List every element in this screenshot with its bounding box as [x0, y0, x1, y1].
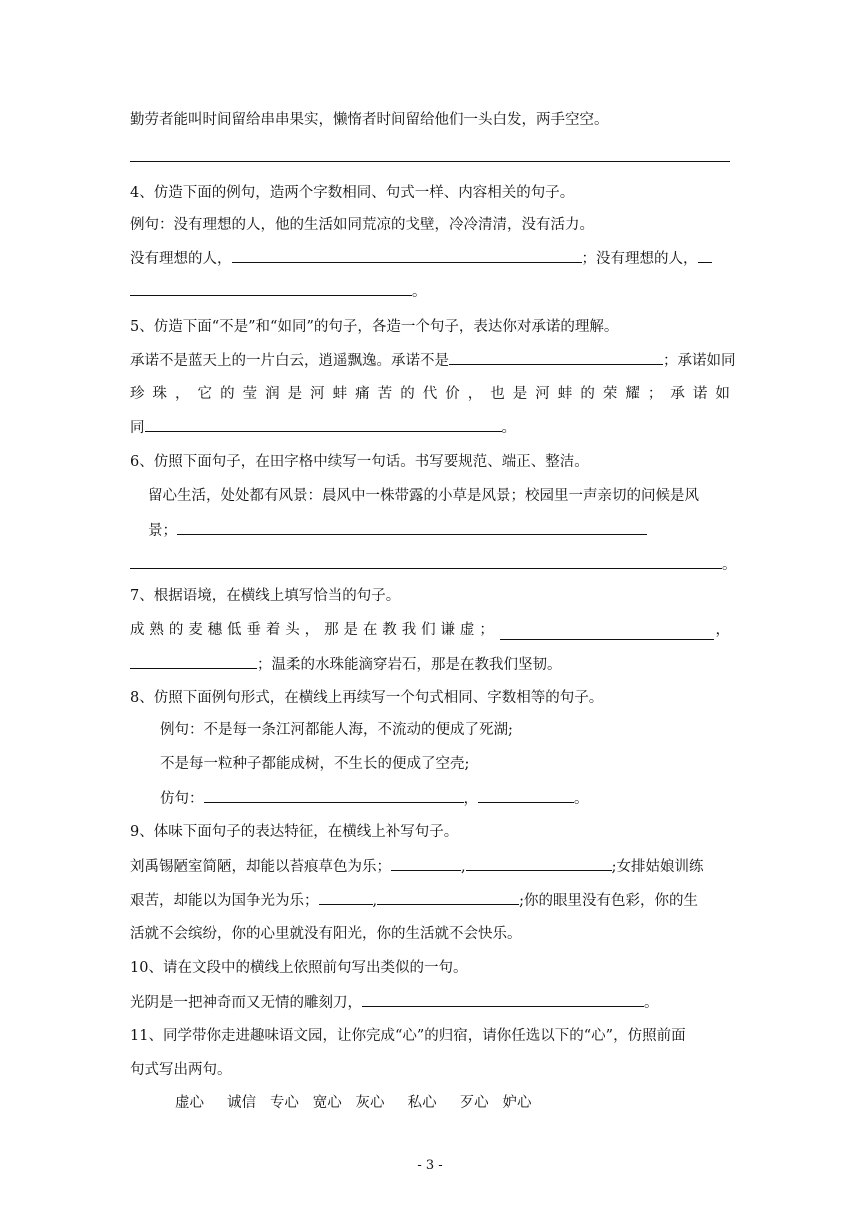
q5-text-b: ；承诺如同 [663, 353, 736, 369]
q5-line2-char: 价 [445, 386, 460, 402]
q7-line1-char: ， [304, 622, 320, 638]
q9-text-c: 艰苦，却能以为国争光为乐； [130, 893, 319, 909]
q7-line1-char: 穗 [207, 622, 223, 638]
q5-text-c: 同 [130, 420, 145, 436]
q8-example-2: 不是每一粒种子都能成树，不生长的便成了空壳; [160, 756, 470, 772]
q7-line1-char: 谦 [440, 622, 455, 638]
q7-line1-char: 我 [401, 622, 417, 638]
q11-word-list: 虚心 诚信 专心 宽心 灰心 私心 歹心 妒心 [175, 1095, 532, 1111]
q10-line [130, 992, 659, 1013]
q4-title: 4、仿造下面的例句，造两个字数相同、句式一样、内容相关的句子。 [130, 185, 575, 201]
q5-line-3 [130, 417, 516, 438]
q9-title: 9、体味下面句子的表达特征，在横线上补写句子。 [130, 824, 459, 840]
q5-blank-1[interactable] [449, 350, 663, 365]
q7-title: 7、根据语境，在横线上填写恰当的句子。 [130, 588, 401, 604]
q9-sep-1: , [461, 859, 466, 875]
q6-blank-2[interactable] [130, 554, 722, 569]
q9-text-a: 刘禹锡陋室简陋，却能以苔痕草色为乐； [130, 859, 391, 875]
q7-comma: ， [715, 622, 730, 638]
q5-line2-char: 如 [715, 386, 730, 402]
q9-blank-3[interactable] [319, 890, 373, 905]
q5-line2-char: ， [467, 386, 483, 402]
q10-end: 。 [644, 995, 659, 1011]
q8-blank-2[interactable] [478, 788, 574, 803]
q5-line2-char: 诺 [692, 386, 708, 402]
q10-text: 光阴是一把神奇而又无情的雕刻刀， [130, 995, 362, 1011]
q7-line1-char: 是 [343, 622, 358, 638]
q7-text-2: ；温柔的水珠能滴穿岩石，那是在教我们坚韧。 [257, 657, 562, 673]
q5-title: 5、仿造下面“不是”和“如同”的句子，各造一个句子，表达你对承诺的理解。 [130, 319, 619, 335]
q5-line2-char: 的 [220, 386, 235, 402]
q7-line1-char: 熟 [149, 622, 164, 638]
q9-blank-2[interactable] [466, 856, 612, 871]
q5-line2-char: 荣 [602, 386, 618, 402]
q5-line2-char: 苦 [377, 386, 393, 402]
answer-rule [130, 161, 730, 162]
q7-line1-char: 麦 [188, 622, 203, 638]
q10-title: 10、请在文段中的横线上依照前句写出类似的一句。 [130, 960, 468, 976]
q5-line2-char: 也 [490, 386, 505, 402]
q8-end: 。 [574, 791, 589, 807]
q5-line2-char: 珠 [152, 386, 168, 402]
q6-end: 。 [722, 557, 737, 573]
q4-answer-line-2 [130, 281, 427, 302]
q5-line2-char: 承 [670, 386, 685, 402]
q5-line2-char: 是 [287, 386, 303, 402]
q4-blank-1[interactable] [232, 248, 582, 263]
q7-blank-2[interactable] [130, 654, 257, 669]
q7-line1-char: 那 [324, 622, 339, 638]
q4-end: 。 [412, 284, 427, 300]
q10-blank[interactable] [362, 992, 644, 1007]
q5-line-1 [130, 350, 736, 371]
q9-sep-2: , [372, 893, 378, 909]
q4-example: 例句：没有理想的人，他的生活如同荒凉的戈壁，冷冷清清，没有活力。 [130, 217, 594, 233]
q5-line2-char: 耀 [625, 386, 640, 402]
q7-text [130, 620, 494, 640]
q7-line1-char: 们 [421, 622, 436, 638]
q7-line1-char: 头 [285, 622, 300, 638]
q7-line1-char: 着 [265, 622, 281, 638]
q8-label: 仿句： [160, 791, 204, 807]
q5-line2-char: 的 [580, 386, 595, 402]
q7-line1-char: ； [479, 622, 494, 638]
q8-answer-line [160, 788, 589, 809]
q9-line-1 [130, 856, 704, 877]
q5-line2-char: 珍 [130, 386, 145, 402]
q5-line2-char: 河 [310, 386, 325, 402]
q11-title-2: 句式写出两句。 [130, 1062, 232, 1078]
q7-line-2 [130, 654, 562, 675]
q9-text-d: ;你的眼里没有色彩，你的生 [519, 893, 698, 909]
q7-line1-char: 的 [168, 622, 184, 638]
q5-line2-char: 是 [512, 386, 528, 402]
q8-title: 8、仿照下面例句形式，在横线上再续写一个句式相同、字数相等的句子。 [130, 690, 604, 706]
q5-line2-char: 蚌 [332, 386, 348, 402]
q7-line1-char: 成 [130, 622, 145, 638]
q9-line-3: 活就不会缤纷，你的心里就没有阳光，你的生活就不会快乐。 [130, 926, 522, 942]
q11-title: 11、同学带你走进趣味语文园，让你完成“心”的归宿，请你任选以下的“心”，仿照前面 [130, 1028, 686, 1044]
q5-line2-char: ； [647, 386, 663, 402]
q5-text-a: 承诺不是蓝天上的一片白云，逍遥飘逸。承诺不是 [130, 353, 449, 369]
q9-line-2 [130, 890, 698, 911]
q5-line2-char: 蚌 [557, 386, 573, 402]
q7-line1-char: 虚 [459, 622, 475, 638]
q5-line2-char: 润 [265, 386, 280, 402]
q9-text-b: ;女排姑娘训练 [611, 859, 704, 875]
intro-sentence: 勤劳者能叫时间留给串串果实，懒惰者时间留给他们一头白发，两手空空。 [130, 112, 609, 128]
q6-title: 6、仿照下面句子，在田字格中续写一句话。书写要规范、端正、整洁。 [130, 454, 589, 470]
q7-line1-char: 垂 [246, 622, 261, 638]
q5-line2-char: ， [175, 386, 190, 402]
q5-end: 。 [501, 420, 516, 436]
q8-example-1: 例句：不是每一条江河都能人海，不流动的便成了死湖; [160, 722, 513, 738]
q9-blank-4[interactable] [377, 890, 519, 905]
q5-line2-char: 的 [400, 386, 415, 402]
q7-line1-char: 低 [227, 622, 242, 638]
page-number: - 3 - [417, 1158, 443, 1173]
q4-prefix: 没有理想的人， [130, 251, 232, 267]
q5-line2-char: 莹 [242, 386, 258, 402]
q5-line2-char: 代 [422, 386, 438, 402]
q5-line-2 [130, 384, 730, 404]
q5-blank-2[interactable] [145, 417, 502, 432]
q6-text: 景； [148, 523, 177, 539]
q8-blank-1[interactable] [204, 788, 464, 803]
q7-line1-char: 教 [382, 622, 397, 638]
q6-line-1: 留心生活，处处都有风景：晨风中一株带露的小草是风景；校园里一声亲切的问候是风 [148, 488, 699, 504]
q6-line-2 [148, 520, 647, 541]
q9-blank-1[interactable] [391, 856, 461, 871]
q4-blank-2a[interactable] [698, 248, 712, 263]
q4-answer-line-1 [130, 248, 712, 269]
q5-line2-char: 痛 [355, 386, 370, 402]
q6-blank-1[interactable] [177, 520, 647, 535]
q4-blank-2b[interactable] [130, 281, 412, 296]
q7-blank-1[interactable] [500, 625, 714, 640]
q5-line2-char: 它 [197, 386, 213, 402]
q8-comma: ， [463, 791, 478, 807]
q5-line2-char: 河 [535, 386, 550, 402]
q6-line-3 [130, 554, 737, 575]
q7-line1-char: 在 [362, 622, 378, 638]
q7-line-1 [130, 620, 730, 640]
q4-mid: ；没有理想的人， [581, 251, 698, 267]
